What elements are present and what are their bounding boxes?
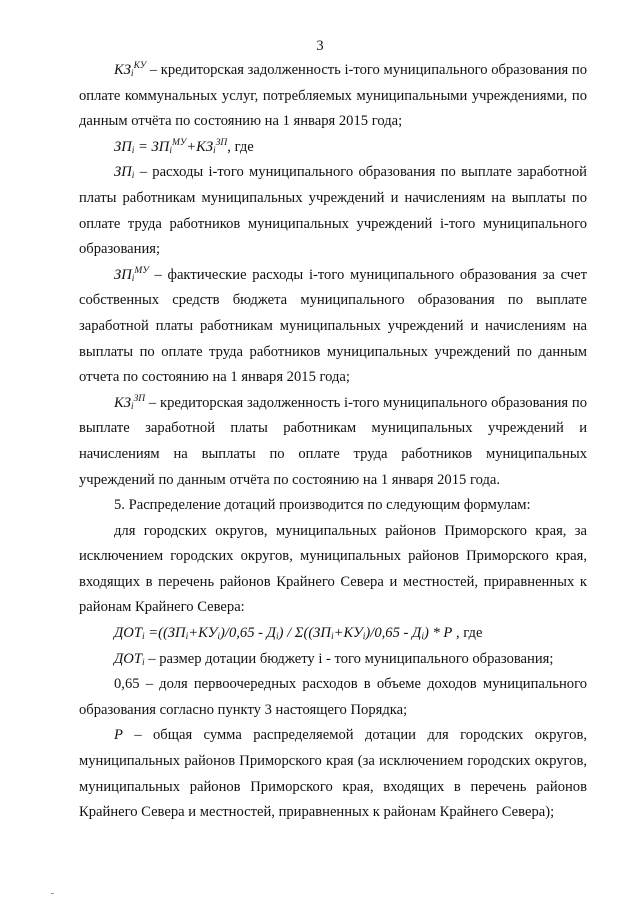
formula-part: +КУ — [333, 625, 363, 642]
formula-subscript: i — [131, 145, 135, 156]
formula-part: = ЗП — [134, 138, 170, 155]
formula-zp — [79, 135, 587, 161]
section-5-heading: 5. Распределение дотаций производится по следующим формулам: — [114, 497, 531, 514]
term: ЗП — [114, 266, 132, 283]
formula-subscript: i — [330, 632, 334, 643]
formula-part: ) / Σ((ЗП — [278, 625, 331, 642]
page-number: 3 — [316, 38, 324, 54]
paragraph-065: 0,65 – доля первоочередных расходов в объеме доходов муниципального образования согласно пункту 3 настоящего Порядка; — [79, 676, 587, 718]
formula-part: ) * Р — [423, 625, 453, 642]
term: КЗ — [114, 62, 131, 78]
term-subscript: i — [130, 69, 134, 79]
formula-part: ЗП — [114, 138, 132, 155]
term-subscript: i — [130, 401, 134, 412]
formula-part: =((ЗП — [144, 625, 186, 642]
formula-subscript: i — [275, 632, 279, 643]
definition-text: – кредиторская задолженность i-того муниципального образования по выплате заработной платы работникам муниципальных учреждений и начислениям на выплаты по оплате труда работников муниципальных учреждений по данным отчёта по состоянию на 1 января 2015 года. — [79, 394, 587, 488]
document-body — [79, 58, 587, 826]
paragraph-scope: для городских округов, муниципальных районов Приморского края, за исключением городских округов, муниципальных районов Приморского края, входящих в перечень районов Крайнего Севера и местностей, приравненных к районам Крайнего Севера: — [79, 522, 587, 616]
formula-subscript: i — [421, 632, 424, 643]
paragraph-zp — [79, 160, 587, 262]
term: ДОТ — [114, 650, 142, 667]
term: КЗ — [114, 394, 131, 411]
term-superscript: КУ — [133, 61, 147, 71]
definition-text: – расходы i-того муниципального образования по выплате заработной платы работникам муниципальных учреждений и начислениям на выплаты по оплате труда работников муниципальных учреждений i-того муниципального образования; — [79, 164, 587, 258]
definition-text: – кредиторская задолженность i-того муниципального образования по оплате коммунальных услуг, потребляемых муниципальными учреждениями, по данным отчёта по состоянию на 1 января 2015 года; — [79, 62, 587, 130]
formula-part: )/0,65 - Д — [220, 625, 276, 642]
formula-part: )/0,65 - Д — [365, 625, 422, 642]
scan-mark — [51, 893, 54, 894]
formula-tail: , где — [452, 625, 483, 642]
definition-text: – размер дотации бюджету i - того муниципального образования; — [144, 650, 554, 667]
formula-part: ДОТ — [114, 625, 142, 642]
definition-text: – фактические расходы i-того муниципального образования за счет собственных средств бюджета муниципального образования по выплате заработной платы работникам муниципальных учреждений и начислениям на выплаты по оплате труда работников муниципальных учреждений по данным отчета по состоянию на 1 января 2015 года; — [79, 266, 587, 386]
formula-subscript: i — [362, 632, 366, 643]
formula-superscript: ЗП — [215, 137, 228, 148]
formula-subscript: i — [185, 632, 189, 643]
formula-subscript: i — [213, 145, 216, 156]
formula-subscript: i — [141, 632, 145, 643]
term: Р — [114, 727, 123, 744]
formula-tail: , где — [227, 138, 254, 155]
term-superscript: ЗП — [133, 393, 146, 404]
term-subscript: i — [131, 273, 135, 284]
paragraph-p — [79, 723, 587, 825]
term-subscript: i — [141, 657, 145, 668]
paragraph-kz-ku — [79, 58, 587, 135]
term-subscript: i — [131, 171, 135, 182]
definition-text: – общая сумма распределяемой дотации для городских округов, муниципальных районов Приморского края (за исключением городских округов, муниципальных районов Приморского края, входящих в перечень районов Крайнего Севера и местностей, приравненных к районам Крайнего Севера); — [79, 727, 587, 821]
formula-subscript: i — [169, 145, 172, 156]
paragraph-dot — [79, 647, 587, 673]
formula-part: +КЗ — [186, 138, 214, 155]
formula-superscript: МУ — [171, 137, 187, 148]
formula-subscript: i — [217, 632, 221, 643]
term-superscript: МУ — [134, 265, 149, 276]
paragraph-zp-mu — [79, 263, 587, 391]
formula-dot — [79, 621, 587, 647]
term: ЗП — [114, 164, 132, 181]
formula-part: +КУ — [188, 625, 218, 642]
paragraph-kz-zp — [79, 391, 587, 493]
